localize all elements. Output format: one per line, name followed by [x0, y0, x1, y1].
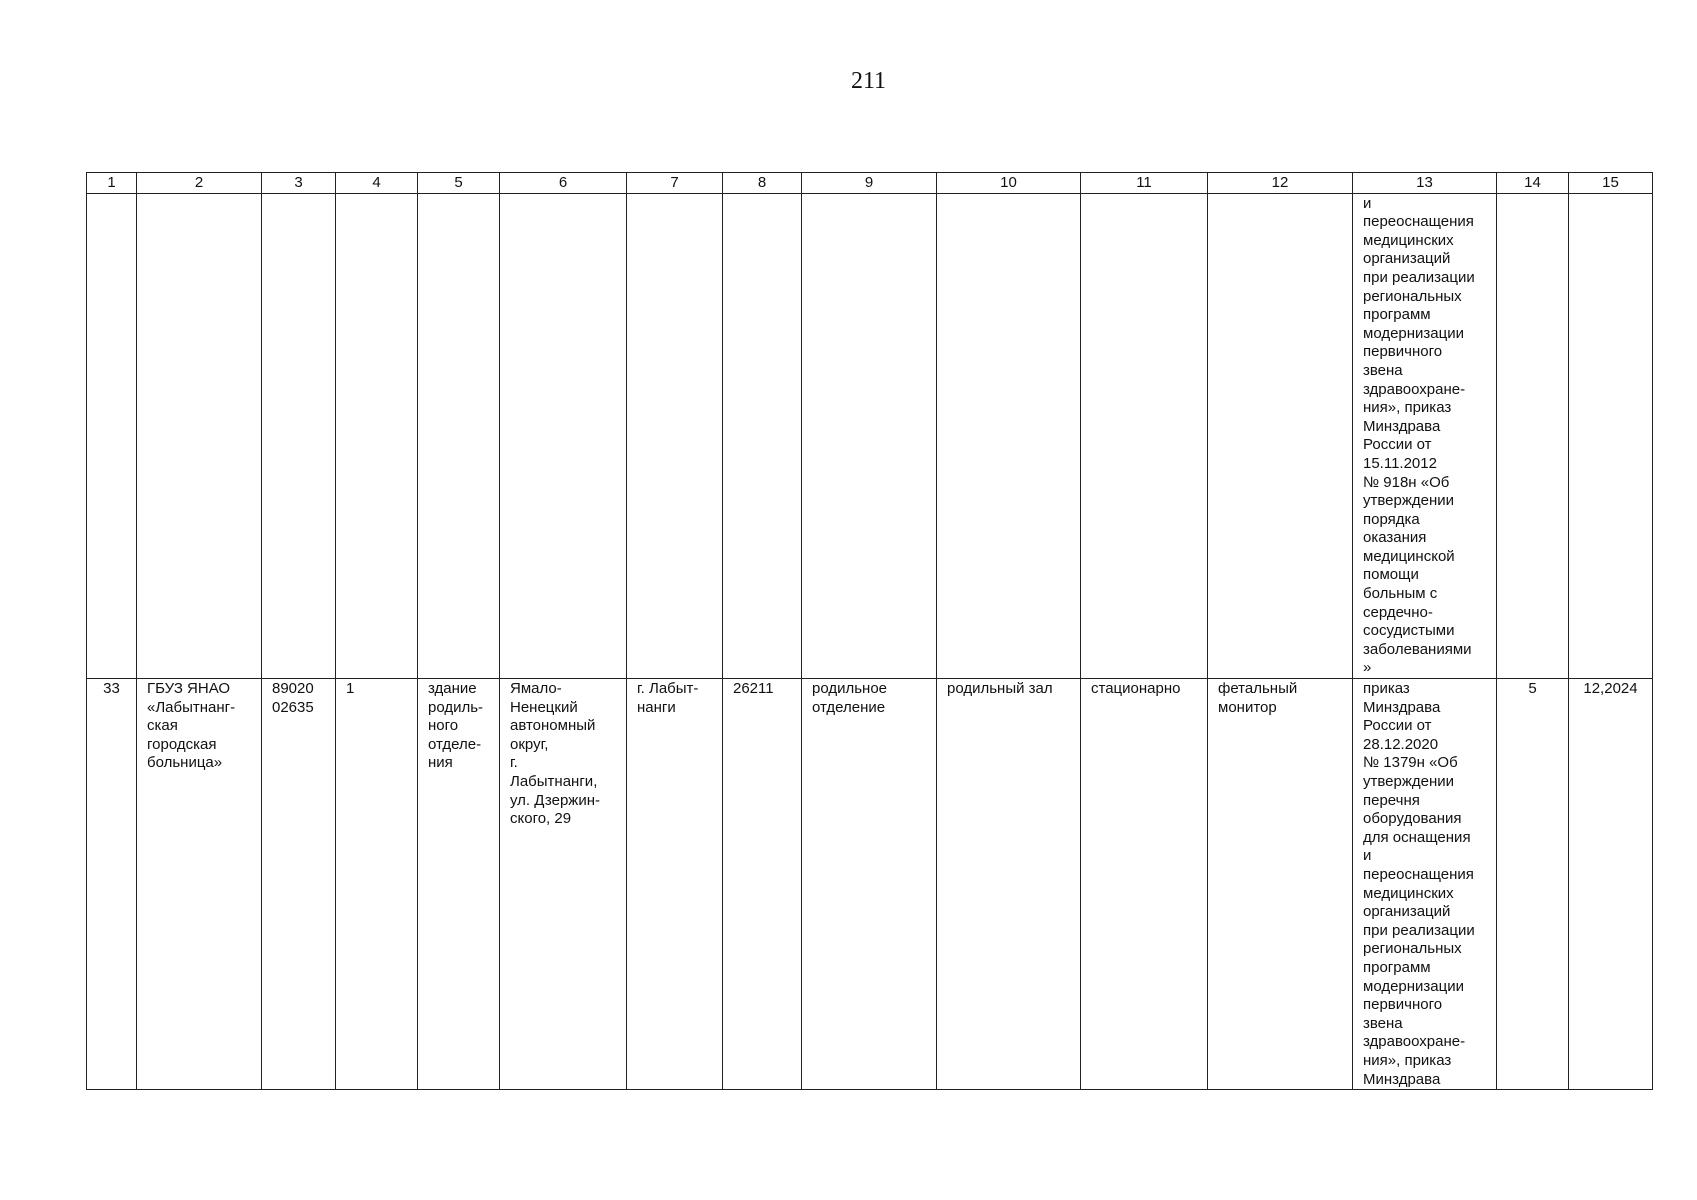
column-header: 10 — [937, 173, 1081, 194]
table-cell — [937, 193, 1081, 678]
table-cell — [723, 193, 802, 678]
building-cell: здание родиль- ного отделе- ния — [418, 679, 500, 1090]
address-cell: Ямало- Ненецкий автономный округ, г. Лабытнанги, ул. Дзержин- ского, 29 — [500, 679, 627, 1090]
page-number: 211 — [850, 68, 887, 94]
quantity-cell: 5 — [1497, 679, 1569, 1090]
table-cell — [500, 193, 627, 678]
table-row-continuation — [87, 193, 1653, 678]
column-header: 14 — [1497, 173, 1569, 194]
column-header: 9 — [802, 173, 937, 194]
column-header: 12 — [1208, 173, 1353, 194]
table-cell — [1569, 193, 1653, 678]
column-header: 3 — [262, 173, 336, 194]
table-cell — [336, 193, 418, 678]
table-row-33 — [87, 679, 1653, 1090]
column-header: 2 — [137, 173, 262, 194]
table-cell — [87, 193, 137, 678]
column-header: 13 — [1353, 173, 1497, 194]
row-number-cell: 33 — [87, 679, 137, 1090]
city-cell: г. Лабыт- нанги — [627, 679, 723, 1090]
table-cell — [262, 193, 336, 678]
column-header: 8 — [723, 173, 802, 194]
column-header: 15 — [1569, 173, 1653, 194]
inn-cell: 89020 02635 — [262, 679, 336, 1090]
column-header: 5 — [418, 173, 500, 194]
table-cell — [627, 193, 723, 678]
table-cell — [1081, 193, 1208, 678]
code-cell: 26211 — [723, 679, 802, 1090]
room-cell: родильный зал — [937, 679, 1081, 1090]
table-cell — [137, 193, 262, 678]
column-header: 11 — [1081, 173, 1208, 194]
organization-cell: ГБУЗ ЯНАО «Лабытнанг- ская городская больница» — [137, 679, 262, 1090]
legal-basis-cell: и переоснащения медицинских организаций при реализации региональных программ модернизации первичного звена здравоохране- ния», приказ Минздрава России от 15.11.2012 № 918н «Об утверждении порядка оказания медицинской помощи больным с сердечно- сосудистыми заболеваниями » — [1353, 193, 1497, 678]
table-cell — [418, 193, 500, 678]
column-header: 6 — [500, 173, 627, 194]
equipment-table — [86, 172, 1653, 1090]
legal-basis-cell: приказ Минздрава России от 28.12.2020 № 1379н «Об утверждении перечня оборудования для оснащения и переоснащения медицинских организаций при реализации региональных программ модернизации первичного звена здравоохране- ния», приказ Минздрава — [1353, 679, 1497, 1090]
column-header: 7 — [627, 173, 723, 194]
care-type-cell: стационарно — [1081, 679, 1208, 1090]
column-header: 4 — [336, 173, 418, 194]
table-cell: 1 — [336, 679, 418, 1090]
table-cell — [1208, 193, 1353, 678]
equipment-cell: фетальный монитор — [1208, 679, 1353, 1090]
date-cell: 12,2024 — [1569, 679, 1653, 1090]
department-cell: родильное отделение — [802, 679, 937, 1090]
column-header: 1 — [87, 173, 137, 194]
table-cell — [802, 193, 937, 678]
table-cell — [1497, 193, 1569, 678]
column-number-row — [87, 173, 1653, 194]
